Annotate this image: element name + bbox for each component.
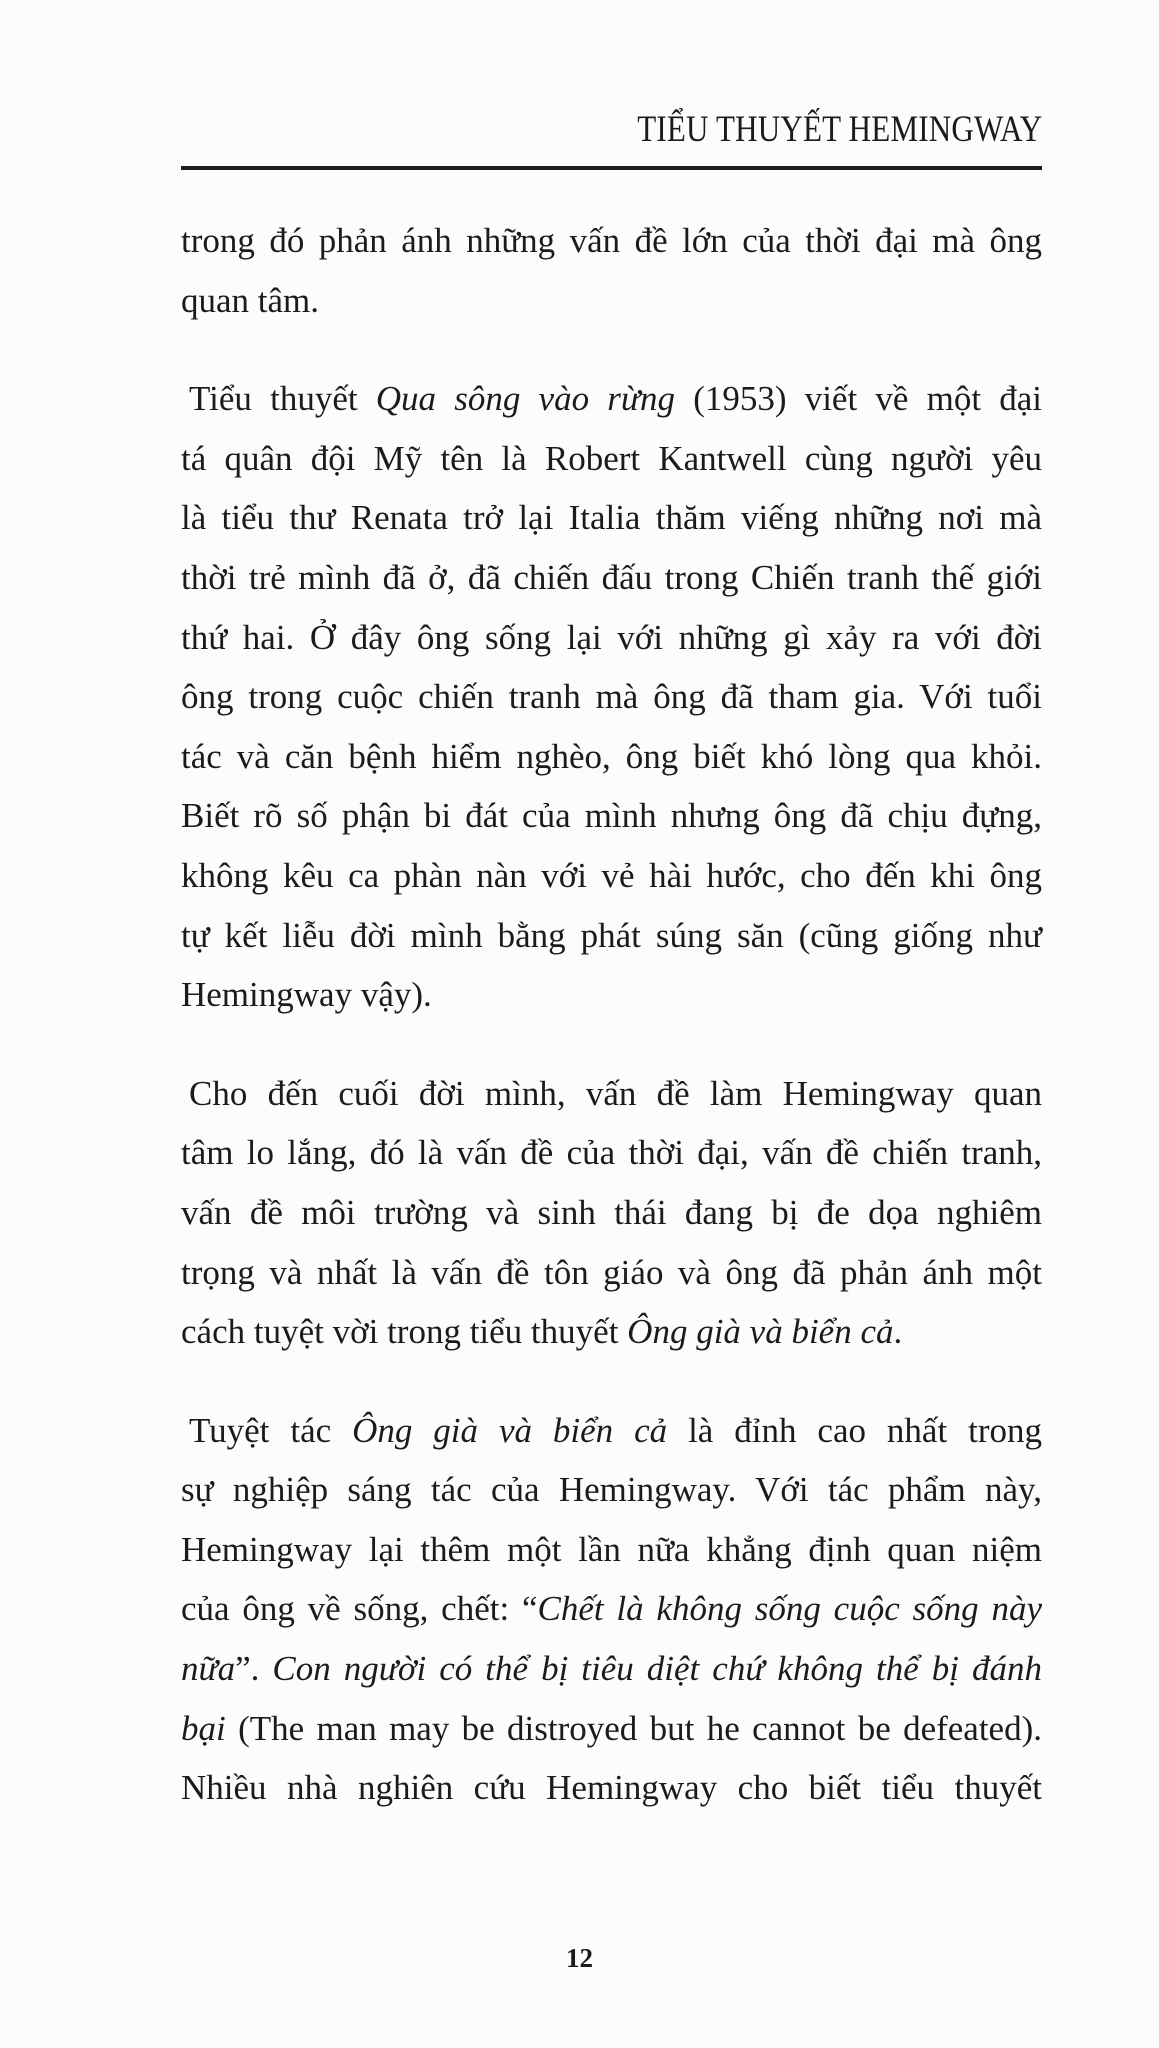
text-run: Hemingway vậy).: [181, 975, 432, 1015]
text-line: [181, 1401, 1042, 1461]
text-line: [181, 548, 1042, 608]
text-line: [181, 1302, 1042, 1362]
italic-text-run: Ông già và biển cả: [627, 1312, 894, 1352]
italic-text-run: bại: [181, 1708, 226, 1748]
text-run: ”.: [235, 1649, 273, 1689]
text-line: [181, 271, 1042, 331]
text-run: là đỉnh cao nhất trong: [667, 1410, 1042, 1450]
text-line: [181, 211, 1042, 271]
text-run: là tiểu thư Renata trở lại Italia thăm viếng những nơi mà: [181, 498, 1042, 538]
text-run: tá quân đội Mỹ tên là Robert Kantwell cùng người yêu: [181, 438, 1042, 478]
paragraph: [181, 211, 1042, 330]
text-run: (1953) viết về một đại: [675, 379, 1042, 419]
italic-text-run: nữa: [181, 1649, 236, 1689]
text-run: trọng và nhất là vấn đề tôn giáo và ông đã phản ánh một: [181, 1252, 1042, 1292]
text-run: không kêu ca phàn nàn với vẻ hài hước, cho đến khi ông: [181, 855, 1042, 895]
text-line: [181, 1758, 1042, 1818]
text-run: .: [893, 1312, 903, 1352]
text-run: tâm lo lắng, đó là vấn đề của thời đại, vấn đề chiến tranh,: [181, 1133, 1042, 1173]
body-text: [181, 211, 1042, 1857]
paragraph: [181, 369, 1042, 1025]
text-line: [181, 1579, 1042, 1639]
running-header-title: TIỂU THUYẾT HEMINGWAY: [636, 109, 1042, 150]
italic-text-run: Qua sông vào rừng: [375, 379, 675, 419]
text-line: [181, 906, 1042, 966]
text-run: vấn đề môi trường và sinh thái đang bị đe dọa nghiêm: [181, 1192, 1042, 1232]
text-run: Tuyệt tác: [189, 1410, 353, 1450]
text-run: (The man may be distroyed but he cannot be defeated).: [225, 1708, 1042, 1748]
italic-text-run: Con người có thể bị tiêu diệt chứ không thể bị đánh: [272, 1649, 1042, 1689]
text-run: tự kết liễu đời mình bằng phát súng săn (cũng giống như: [181, 915, 1042, 955]
text-run: tác và căn bệnh hiểm nghèo, ông biết khó lòng qua khỏi.: [181, 736, 1042, 776]
text-line: [181, 1064, 1042, 1124]
text-run: của ông về sống, chết: “: [181, 1589, 538, 1629]
text-line: [181, 1520, 1042, 1580]
text-run: Nhiều nhà nghiên cứu Hemingway cho biết tiểu thuyết: [181, 1768, 1042, 1808]
text-run: ông trong cuộc chiến tranh mà ông đã tham gia. Với tuổi: [181, 677, 1042, 717]
text-line: [181, 608, 1042, 668]
italic-text-run: Ông già và biển cả: [352, 1410, 668, 1450]
text-run: cách tuyệt vời trong tiểu thuyết: [181, 1312, 628, 1352]
paragraph: [181, 1064, 1042, 1362]
text-line: [181, 1243, 1042, 1303]
text-run: quan tâm.: [181, 280, 320, 320]
text-line: [181, 1123, 1042, 1183]
text-run: sự nghiệp sáng tác của Hemingway. Với tác phẩm này,: [181, 1470, 1042, 1510]
text-line: [181, 786, 1042, 846]
text-line: [181, 1639, 1042, 1699]
header-rule-divider: [181, 166, 1042, 170]
paragraph: [181, 1401, 1042, 1818]
text-line: [181, 1460, 1042, 1520]
text-run: thứ hai. Ở đây ông sống lại với những gì xảy ra với đời: [181, 617, 1042, 657]
italic-text-run: Chết là không sống cuộc sống này: [537, 1589, 1042, 1629]
text-line: [181, 965, 1042, 1025]
text-run: Hemingway lại thêm một lần nữa khẳng định quan niệm: [181, 1529, 1042, 1569]
text-line: [181, 1183, 1042, 1243]
text-line: [181, 727, 1042, 787]
text-run: thời trẻ mình đã ở, đã chiến đấu trong Chiến tranh thế giới: [181, 557, 1042, 597]
text-line: [181, 429, 1042, 489]
page-number: 12: [566, 1943, 593, 1973]
text-run: Cho đến cuối đời mình, vấn đề làm Hemingway quan: [189, 1073, 1042, 1113]
text-run: trong đó phản ánh những vấn đề lớn của thời đại mà ông: [181, 221, 1042, 260]
text-line: [181, 846, 1042, 906]
text-line: [181, 667, 1042, 727]
text-run: Biết rõ số phận bi đát của mình nhưng ông đã chịu đựng,: [181, 796, 1042, 836]
text-run: Tiểu thuyết: [189, 379, 376, 419]
text-line: [181, 369, 1042, 429]
text-line: [181, 488, 1042, 548]
text-line: [181, 1699, 1042, 1759]
